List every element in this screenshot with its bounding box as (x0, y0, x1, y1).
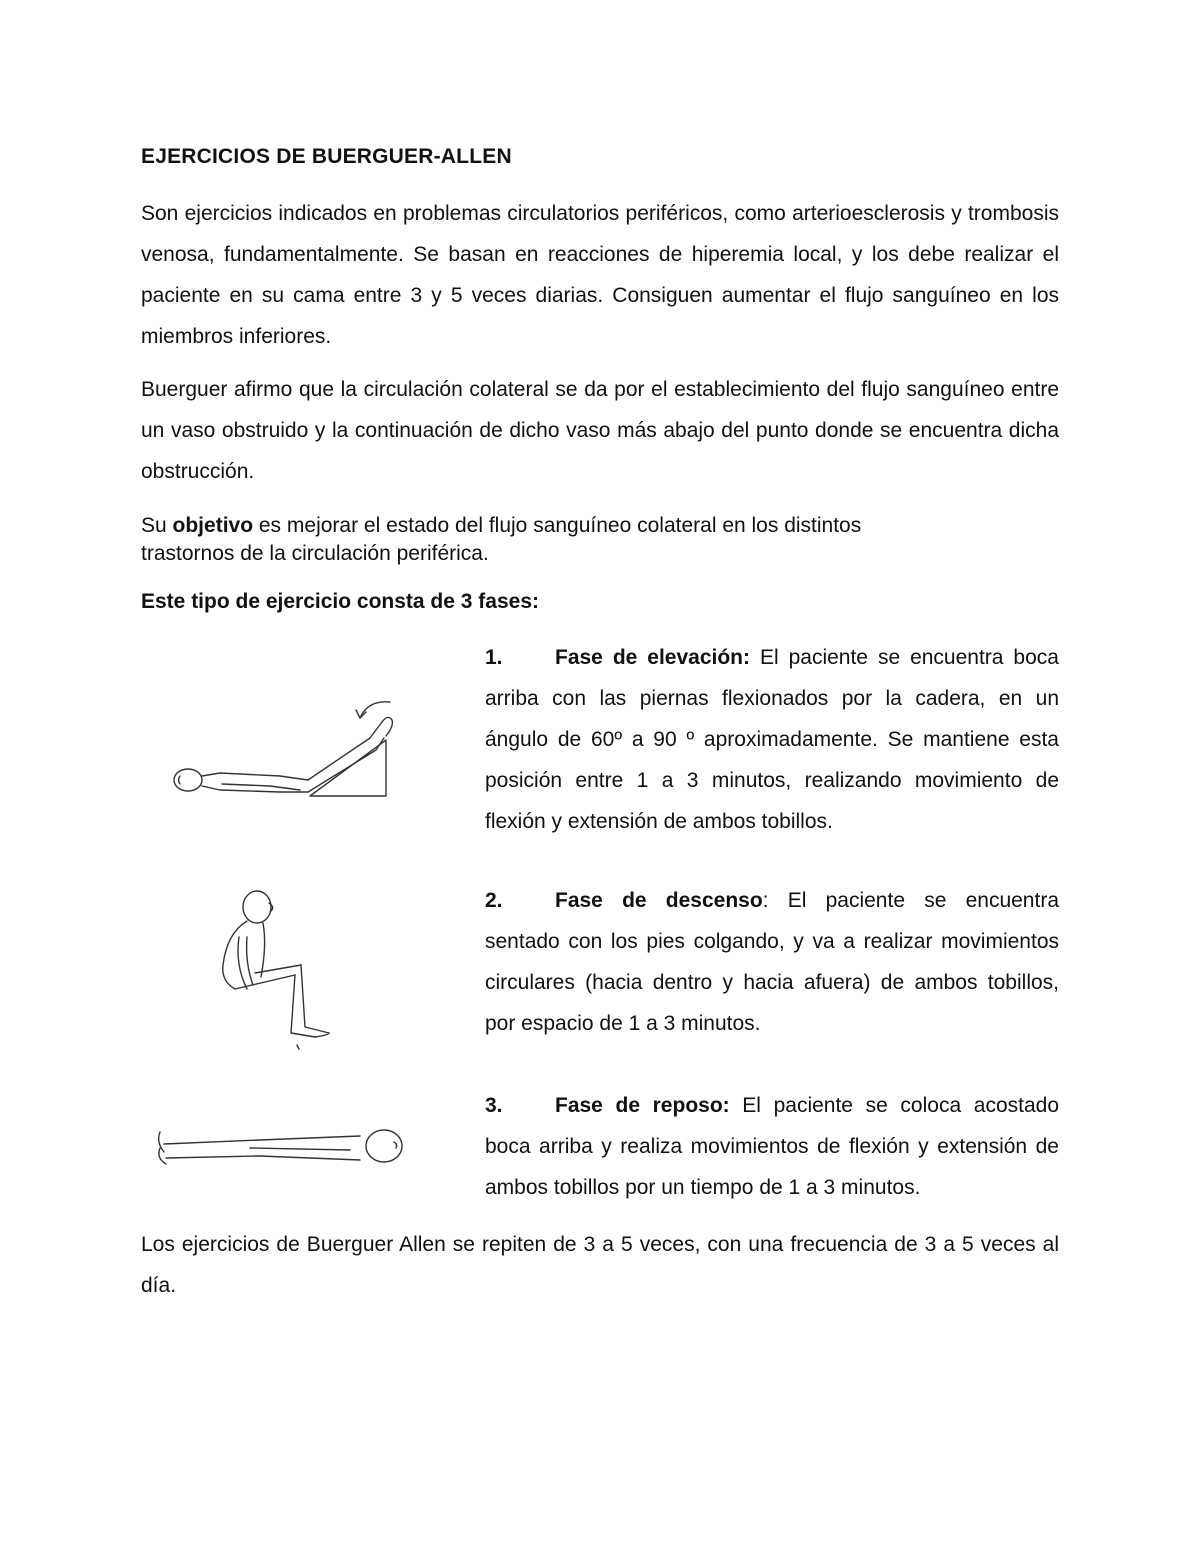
objetivo-prefix: Su (141, 514, 173, 537)
elevation-illustration (160, 680, 400, 810)
phase-text: : El paciente se encuentra sentado con los pies colgando, y va a realizar movimientos circulares (hacia dentro y hacia afuera) de ambos tobillos, por espacio de 1 a 3 minutos. (485, 889, 1059, 1035)
phase-name: Fase de descenso (555, 889, 763, 912)
phase-text: El paciente se coloca acostado boca arriba y realiza movimientos de flexión y extensión de ambos tobillos por un tiempo de 1 a 3 minutos. (485, 1094, 1059, 1199)
rest-illustration (150, 1118, 410, 1178)
phase-number: 3. (485, 1094, 503, 1117)
fases-heading: Este tipo de ejercicio consta de 3 fases: (141, 590, 539, 613)
buerguer-paragraph: Buerguer afirmo que la circulación colateral se da por el establecimiento del flujo sanguíneo entre un vaso obstruido y la continuación de dicho vaso más abajo del punto donde se encuentra dicha obstrucción. (141, 378, 1059, 483)
phase-descenso (485, 880, 1059, 1044)
phase-reposo (485, 1085, 1059, 1208)
phase-text: El paciente se encuentra boca arriba con las piernas flexionados por la cadera, en un ángulo de 60º a 90 º aproximadamente. Se mantiene esta posición entre 1 a 3 minutos, realizando movimiento de flexión y extensión de ambos tobillos. (485, 646, 1059, 833)
phase-elevacion (485, 637, 1059, 842)
objetivo-line1: es mejorar el estado del flujo sanguíneo colateral en los distintos (253, 514, 862, 537)
intro-paragraph: Son ejercicios indicados en problemas circulatorios periféricos, como arterioesclerosis y trombosis venosa, fundamentalmente. Se basan en reacciones de hiperemia local, y los debe realizar el paciente en su cama entre 3 y 5 veces diarias. Consiguen aumentar el flujo sanguíneo en los miembros inferiores. (141, 202, 1059, 348)
phase-number: 2. (485, 889, 503, 912)
objetivo-bold: objetivo (172, 514, 254, 537)
phase-name: Fase de reposo: (555, 1094, 730, 1117)
phase-name: Fase de elevación: (555, 646, 750, 669)
phase-number: 1. (485, 646, 503, 669)
objetivo-line2: trastornos de la circulación periférica. (141, 542, 489, 565)
descent-illustration (205, 885, 355, 1055)
final-paragraph: Los ejercicios de Buerguer Allen se repiten de 3 a 5 veces, con una frecuencia de 3 a 5 veces al día. (141, 1233, 1059, 1297)
objetivo-paragraph (141, 512, 1059, 568)
page-title: EJERCICIOS DE BUERGUER-ALLEN (141, 145, 512, 168)
